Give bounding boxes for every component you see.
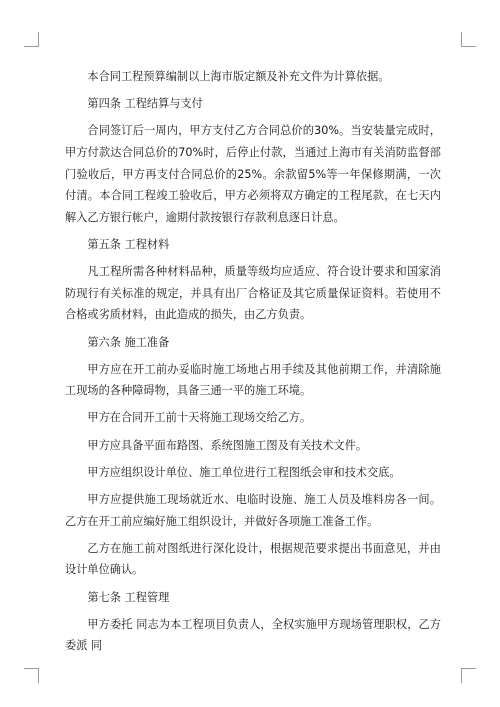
section-heading: 第五条 工程材料 [87,237,170,251]
paragraph: 合同签订后一周内，甲方支付乙方合同总价的30%。当安装量完成时，甲方付款达合同总价的70%时，后停止付款，当通过上海市有关消防监督部门验收后，甲方再支付合同总价的25%。余款留5%等一年保修期满，一次付清。本合同工程竣工验收后，甲方必须将双方确定的工程尾款，在七天内解入乙方银行帐户，逾期付款按银行存款利息逐日计息。 [65,124,441,224]
document-body [65,66,441,663]
section-heading: 第四条 工程结算与支付 [87,97,203,111]
crop-mark-top-left [24,32,39,47]
paragraph: 本合同工程预算编制以上海市版定额及补充文件为计算依据。 [87,70,390,83]
paragraph: 甲方应具备平面布路图、系统图施工图及有关技术文件。 [87,438,368,452]
crop-mark-bottom-left [24,668,39,683]
section-heading: 第七条 工程管理 [87,590,170,604]
paragraph: 甲方应提供施工现场就近水、电临时设施、施工人员及堆料房各一间。 乙方在开工前应编好施工组织设计，并做好各项施工准备工作。 [65,493,441,528]
paragraph: 甲方应组织设计单位、施工单位进行工程图纸会审和技术交底。 [87,465,401,479]
crop-mark-top-right [461,32,476,47]
paragraph: 甲方在合同开工前十天将施工现场交给乙方。 [87,411,312,425]
paragraph: 凡工程所需各种材料品种，质量等级均应适应、符合设计要求和国家消防现行有关标准的规定，并具有出厂合格证及其它质量保证资料。若使用不合格或劣质材料，由此造成的损失，由乙方负责。 [65,265,441,322]
paragraph: 乙方在施工前对图纸进行深化设计，根据规范要求提出书面意见，并由设计单位确认。 [65,541,441,577]
crop-mark-bottom-right [461,668,476,683]
paragraph: 甲方委托 同志为本工程项目负责人，全权实施甲方现场管理职权，乙方委派 同 [65,617,441,653]
section-heading: 第六条 施工准备 [87,335,170,349]
paragraph: 甲方应在开工前办妥临时施工场地占用手续及其他前期工作，并清除施工现场的各种障碍物，具备三通一平的施工环境。 [65,362,441,398]
